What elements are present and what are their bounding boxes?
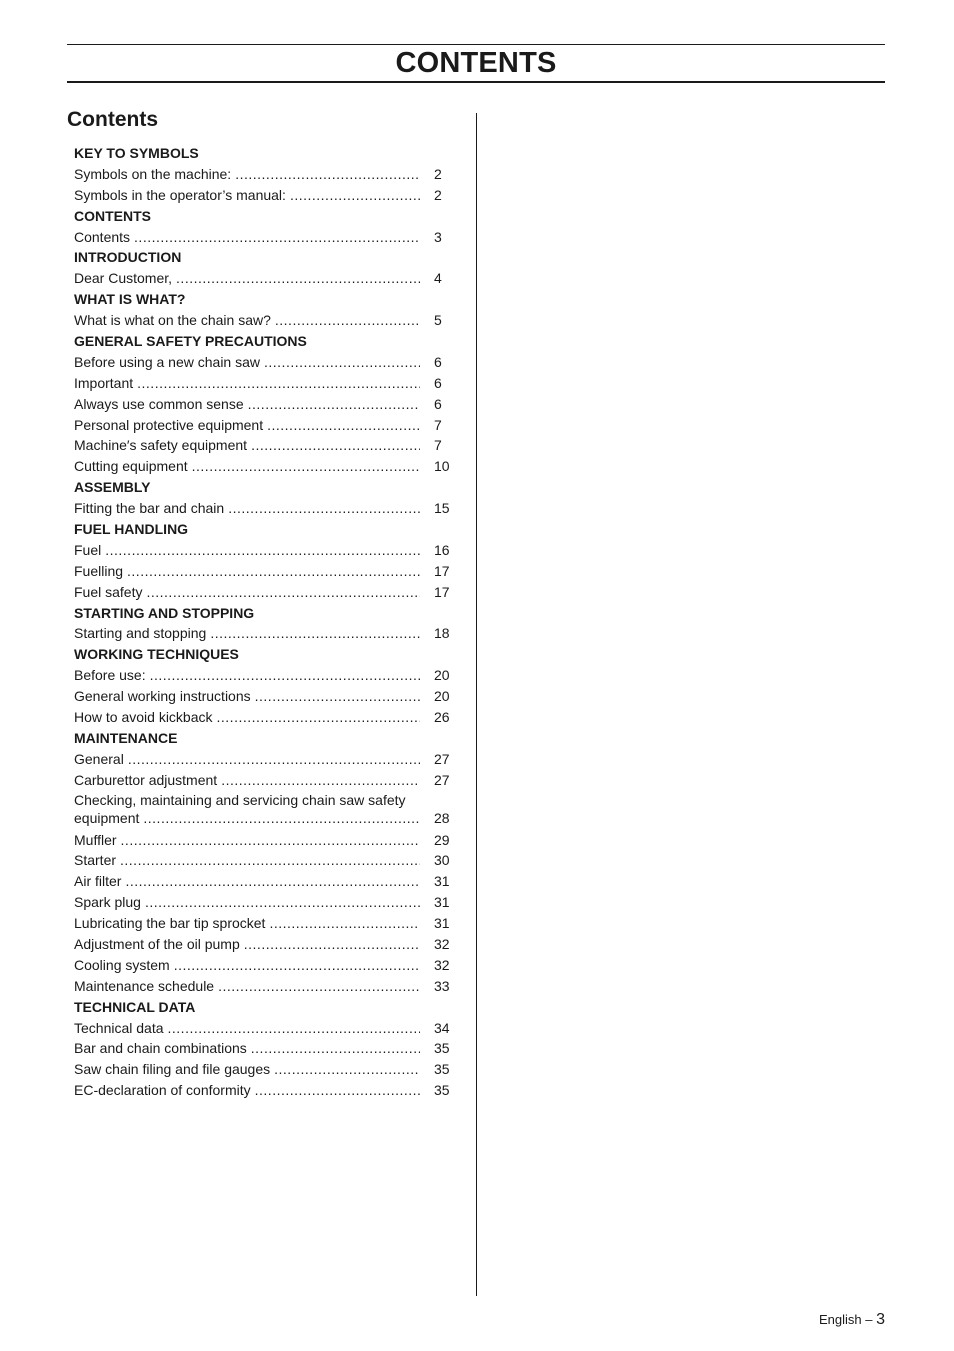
toc-page-number: 28: [434, 809, 450, 826]
page-footer: [819, 1310, 885, 1330]
toc-page-number: 27: [434, 750, 450, 767]
toc-leader-dots: [248, 394, 420, 415]
toc-section-heading: WHAT IS WHAT?: [74, 291, 186, 308]
toc-page-number: 31: [434, 873, 450, 890]
toc-entry: [74, 1018, 454, 1039]
toc-page-number: 35: [434, 1040, 450, 1057]
toc-entry-label: Cooling system: [74, 956, 170, 973]
toc-section-heading: FUEL HANDLING: [74, 521, 189, 538]
toc-entry: [74, 707, 454, 728]
toc-entry: [74, 623, 454, 644]
toc-leader-dots: [125, 871, 420, 892]
toc-entry-label: Before use:: [74, 667, 146, 684]
toc-entry: [74, 561, 454, 582]
toc-entry-label: Fuel: [74, 541, 102, 558]
toc-entry-label: Saw chain filing and file gauges: [74, 1061, 271, 1078]
toc-leader-dots: [137, 373, 420, 394]
toc-leader-dots: [145, 892, 420, 913]
toc-page-number: 2: [434, 165, 442, 182]
toc-entry: [74, 1038, 454, 1059]
toc-page-number: 15: [434, 500, 450, 517]
toc-entry-label: Always use common sense: [74, 395, 244, 412]
toc-leader-dots: [221, 770, 420, 791]
toc-leader-dots: [210, 623, 420, 644]
toc-entry-label: Fuel safety: [74, 583, 143, 600]
toc-leader-dots: [174, 955, 420, 976]
toc-page-number: 27: [434, 771, 450, 788]
toc-entry: [74, 770, 454, 791]
toc-entry-label: Maintenance schedule: [74, 977, 215, 994]
toc-entry: [74, 955, 454, 976]
toc-page-number: 33: [434, 977, 450, 994]
toc-leader-dots: [127, 561, 420, 582]
toc-entry: [74, 227, 454, 248]
section-title: Contents: [67, 108, 158, 131]
toc-entry-label: Starter: [74, 852, 117, 869]
toc-leader-dots: [235, 164, 420, 185]
toc-section-heading: KEY TO SYMBOLS: [74, 145, 199, 161]
toc-entry-label: Air filter: [74, 873, 122, 890]
toc-entry: [74, 749, 454, 770]
toc-page-number: 35: [434, 1082, 450, 1099]
toc-section-heading: WORKING TECHNIQUES: [74, 646, 239, 663]
toc-page-number: 20: [434, 667, 450, 684]
toc-entry: [74, 1059, 454, 1080]
toc-page-number: 32: [434, 935, 450, 952]
toc-page-number: 3: [434, 228, 442, 245]
toc-entry-label-line1: Checking, maintaining and servicing chain saw safety: [74, 791, 406, 808]
toc-leader-dots: [264, 352, 420, 373]
toc-entry: [74, 373, 454, 394]
toc-section-heading: INTRODUCTION: [74, 249, 182, 266]
toc-page-number: 31: [434, 894, 450, 911]
toc-entry-label: Lubricating the bar tip sprocket: [74, 915, 266, 932]
toc-page-number: 35: [434, 1061, 450, 1078]
toc-entry: [74, 850, 454, 871]
toc-page-number: 7: [434, 437, 442, 454]
toc-entry: [74, 934, 454, 955]
toc-entry-label: What is what on the chain saw?: [74, 312, 271, 329]
toc-entry-label: Starting and stopping: [74, 625, 207, 642]
toc-entry: [74, 686, 454, 707]
toc-leader-dots: [218, 976, 420, 997]
toc-leader-dots: [274, 1059, 420, 1080]
footer-separator: –: [865, 1312, 873, 1327]
toc-section-heading: MAINTENANCE: [74, 729, 178, 746]
toc-entry-label: Personal protective equipment: [74, 416, 264, 433]
toc-entry: [74, 310, 454, 331]
toc-page-number: 17: [434, 562, 450, 579]
toc-entry: [74, 540, 454, 561]
toc-page-number: 7: [434, 416, 442, 433]
toc-leader-dots: [275, 310, 420, 331]
toc-leader-dots: [251, 1038, 420, 1059]
toc-entry: [74, 1080, 454, 1101]
toc-page-number: 29: [434, 831, 450, 848]
toc-entry: [74, 164, 454, 185]
toc-leader-dots: [128, 749, 420, 770]
toc-entry-label: Before using a new chain saw: [74, 353, 260, 370]
toc-page-number: 5: [434, 312, 442, 329]
toc-entry: [74, 415, 454, 436]
toc-leader-dots: [255, 686, 420, 707]
toc-page-number: 17: [434, 583, 450, 600]
toc-leader-dots: [176, 268, 420, 289]
footer-page-number: 3: [876, 1311, 885, 1328]
toc-entry: [74, 665, 454, 686]
toc-page-number: 18: [434, 625, 450, 642]
toc-entry: [74, 456, 454, 477]
toc-page-number: 6: [434, 353, 442, 370]
toc-entry-label: General working instructions: [74, 688, 251, 705]
header-rule-bottom: [67, 81, 885, 83]
toc-entry-label: Technical data: [74, 1019, 164, 1036]
toc-entry-label: Symbols on the machine:: [74, 165, 232, 182]
toc-page-number: 6: [434, 395, 442, 412]
toc-leader-dots: [217, 707, 420, 728]
toc-entry-label: Dear Customer,: [74, 270, 173, 287]
toc-leader-dots: [290, 185, 420, 206]
toc-leader-dots: [255, 1080, 420, 1101]
toc-entry: [74, 435, 454, 456]
toc-page-number: 10: [434, 458, 450, 475]
toc-leader-dots: [105, 540, 420, 561]
toc-leader-dots: [143, 809, 420, 827]
toc-section-heading: TECHNICAL DATA: [74, 998, 196, 1015]
toc-entry-label: equipment: [74, 809, 140, 826]
toc-entry-label: Cutting equipment: [74, 458, 188, 475]
toc-entry-line2: [74, 809, 454, 827]
toc-entry: [74, 394, 454, 415]
toc-entry-label: Bar and chain combinations: [74, 1040, 247, 1057]
toc-leader-dots: [168, 1018, 420, 1039]
toc-entry-label: Important: [74, 374, 134, 391]
toc-leader-dots: [244, 934, 420, 955]
toc-entry: [74, 582, 454, 603]
toc-leader-dots: [121, 830, 420, 851]
toc-leader-dots: [134, 227, 420, 248]
toc-section-heading: GENERAL SAFETY PRECAUTIONS: [74, 333, 307, 350]
toc-page-number: 2: [434, 186, 442, 203]
toc-entry-label: Spark plug: [74, 894, 141, 911]
toc-section-heading: CONTENTS: [74, 207, 151, 224]
page-title: CONTENTS: [395, 47, 557, 79]
toc-page-number: 16: [434, 541, 450, 558]
toc-entry: [74, 871, 454, 892]
toc-entry: [74, 913, 454, 934]
toc-entry-label: Carburettor adjustment: [74, 771, 218, 788]
toc-entry: [74, 498, 454, 519]
toc-entry: [74, 185, 454, 206]
toc-section-heading: STARTING AND STOPPING: [74, 604, 255, 621]
toc-leader-dots: [192, 456, 420, 477]
toc-entry-label: Contents: [74, 228, 131, 245]
toc-leader-dots: [150, 665, 420, 686]
toc-leader-dots: [251, 435, 420, 456]
toc-entry-label: General: [74, 750, 124, 767]
toc-entry-label: How to avoid kickback: [74, 709, 213, 726]
toc-page-number: 26: [434, 709, 450, 726]
toc-page-number: 34: [434, 1019, 450, 1036]
column-divider: [476, 113, 477, 1296]
toc-entry: [74, 830, 454, 851]
toc-page-number: 31: [434, 915, 450, 932]
toc-leader-dots: [269, 913, 420, 934]
toc-entry-label: Muffler: [74, 831, 117, 848]
toc-leader-dots: [120, 850, 420, 871]
toc-entry: [74, 352, 454, 373]
toc-section-heading: ASSEMBLY: [74, 479, 151, 496]
toc-page-number: 32: [434, 956, 450, 973]
toc-leader-dots: [228, 498, 420, 519]
toc-entry: [74, 976, 454, 997]
toc-page-number: 30: [434, 852, 450, 869]
header-rule-top: [67, 44, 885, 45]
toc-entry-label: EC-declaration of conformity: [74, 1082, 251, 1099]
toc-leader-dots: [267, 415, 420, 436]
footer-language: English: [818, 1312, 862, 1327]
toc-leader-dots: [146, 582, 420, 603]
toc-entry: [74, 791, 454, 830]
toc-entry-label: Fuelling: [74, 562, 124, 579]
toc-entry-label: Fitting the bar and chain: [74, 500, 225, 517]
toc-entry: [74, 892, 454, 913]
toc-page-number: 20: [434, 688, 450, 705]
toc-entry-label: Symbols in the operator’s manual:: [74, 186, 286, 203]
toc-entry: [74, 268, 454, 289]
toc-entry-label: Machine′s safety equipment: [74, 437, 248, 454]
toc-page-number: 6: [434, 374, 442, 391]
toc-page-number: 4: [434, 270, 442, 287]
toc-entry-label: Adjustment of the oil pump: [74, 935, 240, 952]
table-of-contents: [74, 143, 454, 1101]
